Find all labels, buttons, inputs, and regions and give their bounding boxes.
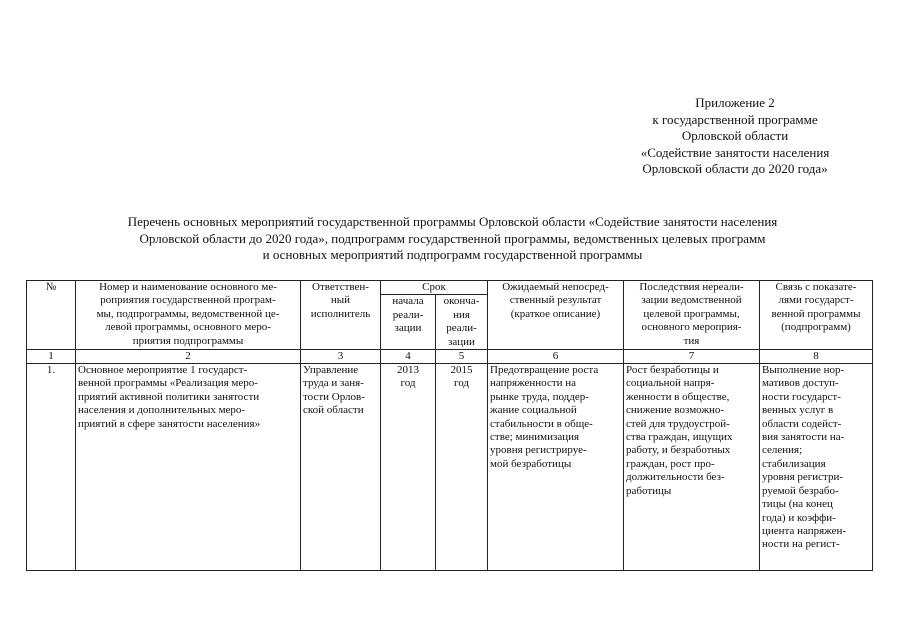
appendix-line: Орловской области до 2020 года» — [642, 161, 828, 176]
header-end: оконча- ния реали- зации — [436, 295, 488, 350]
title-line: Орловской области до 2020 года», подпрограмм государственной программы, ведомственных целевых программ — [139, 230, 766, 246]
column-number: 4 — [381, 350, 436, 364]
appendix-line: Приложение 2 — [695, 95, 775, 110]
row-start: 2013 год — [381, 364, 436, 571]
column-number: 1 — [27, 350, 76, 364]
header-consequence: Последствия нереали- зации ведомственной целевой программы, основного мероприя- тия — [624, 281, 760, 350]
header-link: Связь с показате- лями государст- венной программы (подпрограмм) — [760, 281, 873, 350]
title-line: и основных мероприятий подпрограмм государственной программы — [262, 247, 643, 262]
header-result: Ожидаемый непосред- ственный результат (краткое описание) — [488, 281, 624, 350]
header-term: Срок — [381, 281, 488, 295]
column-number: 2 — [76, 350, 301, 364]
row-link: Выполнение нор- мативов доступ- ности государст- венных услуг в области содейст- вия занятости на- селения; стабилизация уровня регистри- руемой безрабо- тицы (на конец года) и коэффи- циента напряжен- ности на регист- — [760, 364, 873, 571]
column-number: 7 — [624, 350, 760, 364]
appendix-note — [600, 95, 870, 178]
appendix-line: Орловской области — [681, 128, 789, 143]
document-title — [30, 214, 875, 264]
header-number: № — [27, 281, 76, 350]
row-name: Основное мероприятие 1 государст- венной программы «Реализация меро- приятий активной политики занятости населения и дополнительных меро- приятий в сфере занятости населения» — [76, 364, 301, 571]
column-number: 3 — [301, 350, 381, 364]
header-name: Номер и наименование основного ме- роприятия государственной програм- мы, подпрограммы, ведомственной це- левой программы, основного меро- приятия подпрограммы — [76, 281, 301, 350]
appendix-line: «Содействие занятости населения — [640, 144, 830, 160]
row-consequence: Рост безработицы и социальной напря- женности в обществе, снижение возможно- стей для трудоустрой- ства граждан, ищущих работу, и безработных граждан, рост про- должительности без- работицы — [624, 364, 760, 571]
column-number: 6 — [488, 350, 624, 364]
column-numbers-row — [27, 350, 873, 364]
table-row — [27, 364, 873, 571]
column-number: 8 — [760, 350, 873, 364]
title-line: Перечень основных мероприятий государственной программы Орловской области «Содействие занятости населения — [127, 214, 778, 229]
row-result: Предотвращение роста напряженности на рынке труда, поддер- жание социальной стабильности в обще- стве; минимизация уровня регистрируе- мой безработицы — [488, 364, 624, 571]
header-executor: Ответствен- ный исполнитель — [301, 281, 381, 350]
row-number: 1. — [27, 364, 76, 571]
row-end: 2015 год — [436, 364, 488, 571]
header-row — [27, 281, 873, 295]
appendix-line: к государственной программе — [652, 111, 818, 127]
row-executor: Управление труда и заня- тости Орлов- ской области — [301, 364, 381, 571]
column-number: 5 — [436, 350, 488, 364]
activities-table — [26, 280, 873, 571]
header-start: начала реали- зации — [381, 295, 436, 350]
